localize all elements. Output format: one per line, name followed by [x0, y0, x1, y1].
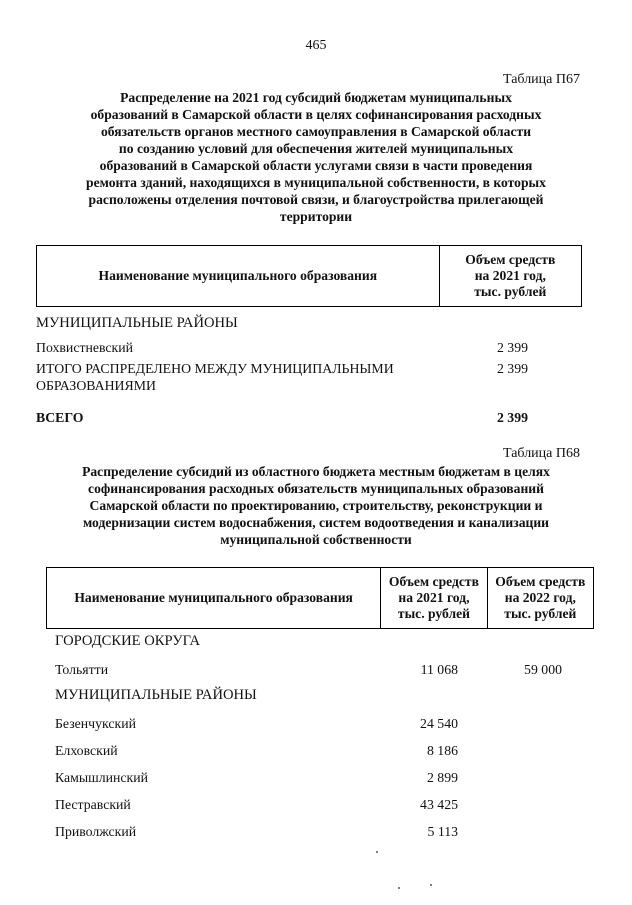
table68-row-value-2021: 24 540	[420, 716, 458, 731]
header-line: тыс. рублей	[397, 606, 470, 621]
header-line: тыс. рублей	[504, 606, 577, 621]
table68-row-name: Приволжский	[55, 824, 137, 839]
table68-section-cities: ГОРОДСКИЕ ОКРУГА	[55, 633, 200, 649]
table68-row-value-2021: 43 425	[420, 797, 458, 812]
table68-label: Таблица П68	[503, 446, 580, 461]
table67-row-name: Похвистневский	[36, 340, 134, 355]
header-line: на 2021 год,	[474, 268, 546, 283]
header-line: тыс. рублей	[474, 284, 547, 299]
table68-row-name: Камышлинский	[55, 770, 149, 785]
table68-row-value-2021: 5 113	[427, 824, 458, 839]
table68-section-districts: МУНИЦИПАЛЬНЫЕ РАЙОНЫ	[55, 687, 257, 703]
total-line: ОБРАЗОВАНИЯМИ	[36, 378, 156, 393]
table68-header	[46, 567, 594, 629]
table68-row-value-2021: 11 068	[420, 662, 458, 677]
total-line: ИТОГО РАСПРЕДЕЛЕНО МЕЖДУ МУНИЦИПАЛЬНЫМИ	[36, 361, 394, 376]
table67-title-line: ремонта зданий, находящихся в муниципальной собственности, в которых	[86, 175, 546, 190]
table67-grand-total-value: 2 399	[496, 410, 528, 425]
table68-header-2021	[381, 568, 487, 629]
table67-title-line: расположены отделения почтовой связи, и благоустройства прилегающей	[88, 192, 544, 207]
table67-title-line: Распределение на 2021 год субсидий бюджетам муниципальных	[120, 90, 512, 105]
table68-title-line: модернизации систем водоснабжения, систем водоотведения и канализации	[82, 515, 550, 530]
scan-speck	[376, 851, 378, 853]
table68-row-name: Тольятти	[55, 662, 109, 677]
table68-row-name: Пестравский	[55, 797, 131, 812]
table67-title-line: образований в Самарской области в целях софинансирования расходных	[90, 107, 542, 122]
table67-total-distributed-label	[36, 360, 456, 394]
page-number: 465	[305, 38, 327, 53]
table67-section-districts: МУНИЦИПАЛЬНЫЕ РАЙОНЫ	[36, 315, 238, 331]
table67-title	[20, 89, 612, 225]
table68-title-line: софинансирования расходных обязательств муниципальных образований	[88, 481, 544, 496]
table68-row-name: Безенчукский	[55, 716, 136, 731]
table67-title-line: территории	[279, 209, 353, 224]
table67-header-name: Наименование муниципального образования	[37, 246, 440, 307]
table68-row-value-2021: 8 186	[426, 743, 458, 758]
scan-speck	[398, 887, 400, 889]
header-line: Объем средств	[388, 574, 479, 589]
table67-grand-total-label: ВСЕГО	[36, 410, 84, 425]
table67-title-line: по созданию условий для обеспечения жителей муниципальных	[118, 141, 514, 156]
table67-total-distributed-value: 2 399	[496, 361, 528, 376]
table67-row-value: 2 399	[496, 340, 528, 355]
table67-label: Таблица П67	[503, 72, 580, 87]
table67-header	[36, 245, 582, 307]
table68-row-value-2022: 59 000	[524, 662, 562, 677]
header-line: на 2022 год,	[504, 590, 576, 605]
header-line: Объем средств	[465, 252, 556, 267]
table68-title-line: Самарской области по проектированию, строительству, реконструкции и	[89, 498, 543, 513]
table68-row-value-2021: 2 899	[426, 770, 458, 785]
scan-speck	[430, 884, 432, 886]
table67-title-line: образований в Самарской области услугами связи в части проведения	[99, 158, 533, 173]
table67-header-2021	[439, 246, 581, 307]
header-line: Объем средств	[495, 574, 586, 589]
table68-title-line: Распределение субсидий из областного бюджета местным бюджетам в целях	[82, 464, 550, 479]
table68-header-2022	[487, 568, 593, 629]
table68-title-line: муниципальной собственности	[220, 532, 412, 547]
table68-header-name: Наименование муниципального образования	[47, 568, 381, 629]
table67-title-line: обязательств органов местного самоуправления в Самарской области	[100, 124, 532, 139]
table68-row-name: Елховский	[55, 743, 118, 758]
header-line: на 2021 год,	[398, 590, 470, 605]
table68-title	[20, 463, 612, 548]
